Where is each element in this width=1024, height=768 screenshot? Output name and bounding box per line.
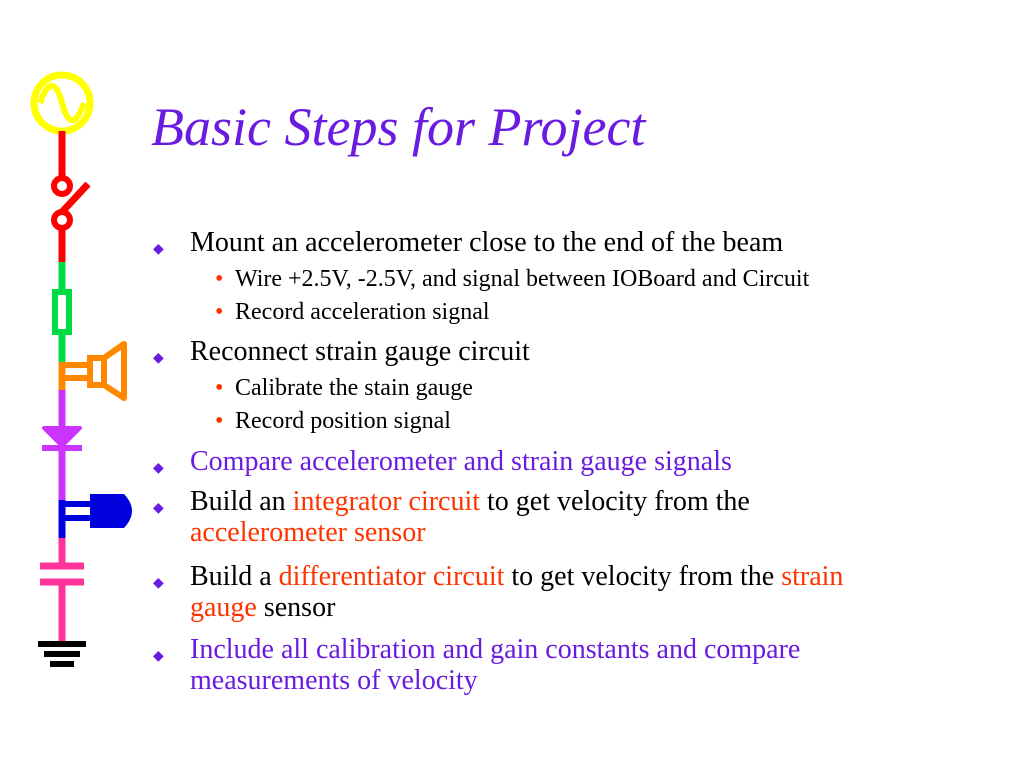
diamond-bullet-icon: ◆ [153,461,164,476]
list-item-text: Build an integrator circuit to get velocity from the accelerometer sensor [190,486,750,548]
list-item-text: Build a differentiator circuit to get velocity from the strain gauge sensor [190,561,844,623]
dot-bullet-icon: • [215,408,224,434]
dot-bullet-icon: • [215,266,224,292]
list-item-text: Compare accelerometer and strain gauge signals [190,446,732,477]
list-item-text: Reconnect strain gauge circuit [190,336,530,367]
diamond-bullet-icon: ◆ [153,649,164,664]
diamond-bullet-icon: ◆ [153,501,164,516]
list-item-text: Include all calibration and gain constants and compare measurements of velocity [190,634,801,696]
diamond-bullet-icon: ◆ [153,351,164,366]
diamond-bullet-icon: ◆ [153,242,164,257]
dot-bullet-icon: • [215,299,224,325]
slide-title: Basic Steps for Project [151,97,646,157]
bullet-list: ◆ Mount an accelerometer close to the end of the beam • Wire +2.5V, -2.5V, and signal between IOBoard and Circuit • Record acceleration signal ◆ Reconnect strain gauge circuit • Calibrate the stain gauge • Record position signal ◆ Compare accelerometer and strain gauge signals ◆ Build an integrator circuit to get velocity from the accelerometer sensor ◆ Build a differentiator circuit to get velocity from the strain gauge sensor ◆ Include all calibration and gain constants and compare measurements of velocity [0,0,1024,768]
diamond-bullet-icon: ◆ [153,576,164,591]
dot-bullet-icon: • [215,375,224,401]
list-item-text: Mount an accelerometer close to the end of the beam [190,227,784,258]
